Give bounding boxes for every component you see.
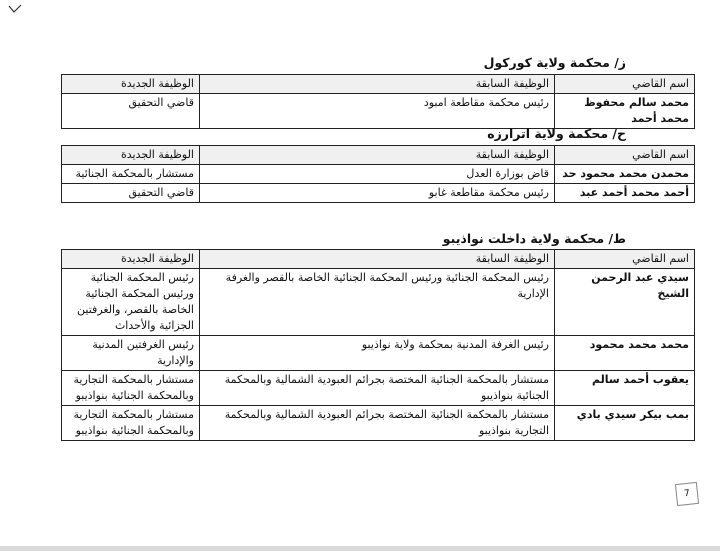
- table-row: [62, 269, 695, 336]
- judges-table-gorgol: [61, 74, 695, 129]
- header-previous-position: الوظيفة السابقة: [200, 146, 555, 165]
- previous-position: قاض بوزارة العدل: [200, 165, 555, 184]
- judges-table-nouadhibou: [61, 249, 695, 441]
- table-row: [62, 165, 695, 184]
- header-new-position: الوظيفة الجديدة: [62, 75, 200, 94]
- table-row: [62, 336, 695, 371]
- judge-name: محمد سالم محفوظ محمد أحمد: [555, 94, 695, 129]
- table-row: [62, 371, 695, 406]
- table-row: [62, 406, 695, 441]
- section-title: ح/ محكمة ولاية اترارزه: [487, 126, 626, 141]
- header-judge-name: اسم القاضي: [555, 75, 695, 94]
- judges-table-trarza: [61, 145, 695, 203]
- header-previous-position: الوظيفة السابقة: [200, 250, 555, 269]
- table-row: [62, 94, 695, 129]
- judge-name: بمب بيكر سيدي بادي: [555, 406, 695, 441]
- header-previous-position: الوظيفة السابقة: [200, 75, 555, 94]
- previous-position: رئيس الغرفة المدنية بمحكمة ولاية نواذيبو: [200, 336, 555, 371]
- previous-position: مستشار بالمحكمة الجنائية المختصة بجرائم العبودية الشمالية وبالمحكمة التجارية بنواذيبو: [200, 406, 555, 441]
- previous-position: رئيس المحكمة الجنائية ورئيس المحكمة الجنائية الخاصة بالقصر والغرفة الإدارية: [200, 269, 555, 336]
- page-bottom-edge: [0, 546, 720, 551]
- new-position: مستشار بالمحكمة الجنائية: [62, 165, 200, 184]
- new-position: قاضي التحقيق: [62, 184, 200, 203]
- section-title: ط/ محكمة ولاية داخلت نواذيبو: [442, 231, 626, 246]
- previous-position: رئيس محكمة مقاطعة امبود: [200, 94, 555, 129]
- previous-position: مستشار بالمحكمة الجنائية المختصة بجرائم العبودية الشمالية وبالمحكمة الجنائية بنواذيبو: [200, 371, 555, 406]
- header-new-position: الوظيفة الجديدة: [62, 146, 200, 165]
- judge-name: محمد محمد محمود: [555, 336, 695, 371]
- new-position: رئيس المحكمة الجنائية ورئيس المحكمة الجنائية الخاصة بالقصر، والغرفتين الجزائية والأحداث: [62, 269, 200, 336]
- check-mark-icon: [8, 4, 22, 18]
- table-header-row: [62, 75, 695, 94]
- new-position: مستشار بالمحكمة التجارية وبالمحكمة الجنائية بنواذيبو: [62, 406, 200, 441]
- new-position: قاضي التحقيق: [62, 94, 200, 129]
- page-number: 7: [675, 482, 699, 506]
- judge-name: سيدي عبد الرحمن الشيخ: [555, 269, 695, 336]
- judge-name: محمدن محمد محمود حد: [555, 165, 695, 184]
- judge-name: أحمد محمد أحمد عبد: [555, 184, 695, 203]
- new-position: رئيس الغرفتين المدنية والإدارية: [62, 336, 200, 371]
- table-row: [62, 184, 695, 203]
- header-judge-name: اسم القاضي: [555, 250, 695, 269]
- section-title: ز/ محكمة ولاية كوركول: [483, 55, 626, 70]
- header-new-position: الوظيفة الجديدة: [62, 250, 200, 269]
- previous-position: رئيس محكمة مقاطعة غابو: [200, 184, 555, 203]
- table-header-row: [62, 250, 695, 269]
- table-header-row: [62, 146, 695, 165]
- header-judge-name: اسم القاضي: [555, 146, 695, 165]
- judge-name: يعقوب أحمد سالم: [555, 371, 695, 406]
- new-position: مستشار بالمحكمة التجارية وبالمحكمة الجنائية بنواذيبو: [62, 371, 200, 406]
